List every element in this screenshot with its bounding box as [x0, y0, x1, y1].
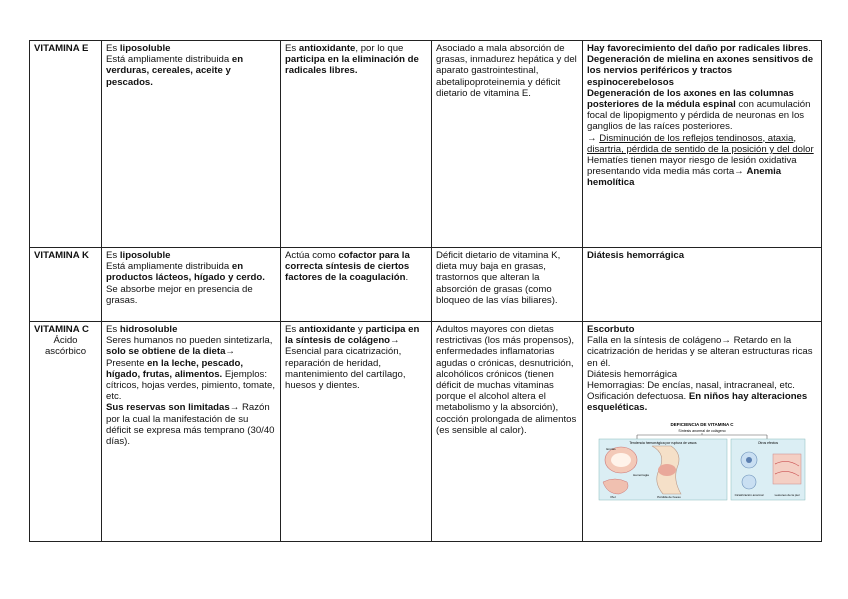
deficiency-paragraph [587, 335, 817, 369]
text-run: Hemorragias: De encías, nasal, intracraneal, etc. [587, 380, 795, 392]
text-run: Seres humanos no pueden sintetizarla, [106, 335, 273, 347]
solubility-cell [102, 248, 281, 322]
bold-text: antioxidante [298, 43, 356, 54]
bold-text: en la leche, pescado, hígado, frutas, alimentos. [106, 357, 244, 380]
text-run: Es [285, 324, 299, 335]
text-run: → [587, 132, 600, 144]
text-run: , por lo que [355, 43, 404, 54]
bold-text: antioxidante [298, 324, 356, 335]
function-paragraph [285, 324, 427, 391]
vitamin-table [29, 40, 822, 542]
deficiency-paragraph [587, 380, 817, 391]
solubility-paragraph [106, 250, 276, 261]
text-run: → Presente [106, 346, 236, 369]
deficiency-paragraph [587, 369, 817, 380]
text-run: Está ampliamente distribuida [106, 261, 232, 273]
text-run: Ejemplos: cítricos, hojas verdes, pimiento, tomate, etc. [106, 368, 276, 403]
vitamin-row [30, 322, 822, 542]
solubility-paragraph [106, 335, 276, 402]
figure-subtitle: Síntesis anormal de colágeno [678, 428, 726, 433]
bold-text: liposoluble [119, 250, 171, 261]
vitamin-name-cell [30, 41, 102, 248]
solubility-paragraph [106, 324, 276, 335]
text-run: Falla en la síntesis de colágeno→ Retardo en la cicatrización de heridas y se alteran estructuras ricas en él. [587, 335, 813, 369]
function-cell [281, 41, 432, 248]
text-run: Es [285, 43, 299, 54]
text-run: y [355, 324, 366, 335]
solubility-cell [102, 322, 281, 542]
deficiency-cell [583, 41, 822, 248]
joint-hemorrhage [658, 464, 676, 476]
right-panel-label: Otros efectos [757, 440, 779, 445]
deficiency-paragraph [587, 133, 817, 155]
bold-text: solo se obtiene de la dieta [106, 346, 226, 358]
text-run: Hematíes tienen mayor riesgo de lesión oxidativa presentando vida media más corta→ [587, 155, 797, 178]
cause-cell [432, 322, 583, 542]
text-run: Diátesis hemorrágica [587, 368, 678, 380]
vitamin-name: VITAMINA K [34, 250, 89, 261]
figure-connector [637, 433, 767, 439]
bold-text: hidrosoluble [119, 324, 178, 335]
solubility-paragraph [106, 43, 276, 54]
text-run: con acumulación focal de lipopigmento y pérdida de neuronas en los ganglios de las raíces posteriores. [587, 99, 811, 133]
deficiency-paragraph [587, 324, 817, 335]
figure-title: DEFICIENCIA DE VITAMINA C [670, 421, 734, 427]
text-run: Déficit dietario de vitamina K, dieta muy baja en grasas, trastornos que alteran la absorción de grasas (como bloqueo de las vías biliares). [436, 250, 561, 306]
text-run: Es [106, 43, 120, 54]
text-run: Adultos mayores con dietas restrictivas (los más propensos), enfermedades inflamatorias agudas o crónicas, desnutrición, alcohólicos crónicos (tienen déficit de muchas vitaminas porque el alcohol altera el metabolismo y la absorción), cocción prolongada de alimentos (es sensible al calor). [436, 324, 577, 436]
deficiency-paragraph [587, 155, 817, 189]
vitamin-name: VITAMINA C [34, 324, 89, 335]
bold-text: cofactor para la correcta síntesis de ciertos factores de la coagulación [285, 250, 410, 284]
bold-text: Degeneración de mielina en axones sensitivos de los nervios periféricos y tractos espinocerebelosos [587, 54, 814, 88]
deficiency-paragraph [587, 250, 817, 261]
bold-text: En niños hay alteraciones esqueléticas. [587, 391, 808, 414]
function-cell [281, 322, 432, 542]
cause-paragraph [436, 43, 578, 99]
text-run: Es [106, 324, 120, 335]
deficiency-paragraph [587, 88, 817, 133]
text-run: → Esencial para cicatrización, reparación de heridad, mantenimiento del cartílago, huesos y dientes. [285, 335, 406, 392]
text-run: Asociado a mala absorción de grasas, inmadurez hepática y del aparato gastrointestinal, abetalipoproteinemia y déficit dietario de vitamina E. [436, 43, 577, 99]
bold-text: Escorbuto [587, 324, 635, 335]
function-cell [281, 248, 432, 322]
bold-text: liposoluble [119, 43, 171, 54]
text-run: Es [106, 250, 120, 261]
bold-text: Hay favorecimiento del daño por radicales libres [587, 43, 809, 54]
deficiency-cell [583, 322, 822, 542]
figure-label: Encías [606, 446, 616, 451]
vitamin-name-cell [30, 322, 102, 542]
deficiency-paragraph [587, 54, 817, 88]
vitamin-row [30, 248, 822, 322]
left-panel-label: Tendencia hemorrágica por ruptura de vasos [629, 440, 697, 445]
bold-text: Anemia hemolítica [587, 166, 782, 189]
text-run: Se absorbe mejor en presencia de grasas. [106, 283, 253, 306]
cause-paragraph [436, 250, 578, 306]
text-run: Osificación defectuosa. [587, 391, 689, 403]
vitamin-name-cell [30, 248, 102, 322]
cell-illustration [742, 475, 756, 489]
bold-text: Sus reservas son limitadas [106, 402, 230, 414]
deficiency-cell [583, 248, 822, 322]
figure-label: Cicatrización anormal [734, 492, 764, 497]
function-paragraph [285, 250, 427, 284]
cause-cell [432, 41, 583, 248]
deficiency-paragraph [587, 391, 817, 413]
text-run: . [808, 43, 811, 54]
solubility-paragraph [106, 54, 276, 88]
vitamin-alias: Ácido [53, 335, 78, 347]
figure-label: Lesiones de la piel [774, 492, 800, 497]
text-run: Está ampliamente distribuida [106, 54, 232, 66]
figure-label: Pérdida de hueso [657, 494, 681, 499]
solubility-cell [102, 41, 281, 248]
bold-text: Degeneración de los axones en las columnas posteriores de la médula espinal [587, 87, 794, 111]
cause-paragraph [436, 324, 578, 436]
cell-nucleus [746, 457, 752, 463]
bold-text: en verduras, cereales, aceite y pescados. [106, 54, 244, 88]
bold-text: Diátesis hemorrágica [587, 250, 685, 261]
vitamin-alias: ascórbico [44, 346, 87, 358]
cause-cell [432, 248, 583, 322]
bold-text: participa en la síntesis de colágeno [285, 324, 420, 347]
figure-label: Piel [610, 494, 616, 499]
solubility-paragraph [106, 261, 276, 283]
text-run: Disminución de los reflejos tendinosos, ataxia, disartria, pérdida de sentido de la posición y del dolor [587, 132, 814, 155]
deficiency-paragraph [587, 43, 817, 54]
text-run: → Razón por la cual la manifestación de su déficit se expresa más temprano (30/40 días). [106, 402, 275, 448]
bold-text: en productos lácteos, hígado y cerdo. [106, 261, 265, 284]
teeth-illustration [611, 453, 631, 467]
scurvy-diagram [597, 420, 807, 502]
text-run: Actúa como [285, 250, 339, 261]
text-run: . [405, 272, 409, 284]
scurvy-figure [597, 420, 807, 502]
solubility-paragraph [106, 402, 276, 447]
figure-label: Hemorragia [633, 472, 649, 477]
function-paragraph [285, 43, 427, 77]
bold-text: participa en la eliminación de radicales libres. [285, 54, 419, 77]
vitamin-name: VITAMINA E [34, 43, 89, 54]
skin-lesion-illustration [773, 454, 801, 484]
solubility-paragraph [106, 284, 276, 306]
vitamin-row [30, 41, 822, 248]
